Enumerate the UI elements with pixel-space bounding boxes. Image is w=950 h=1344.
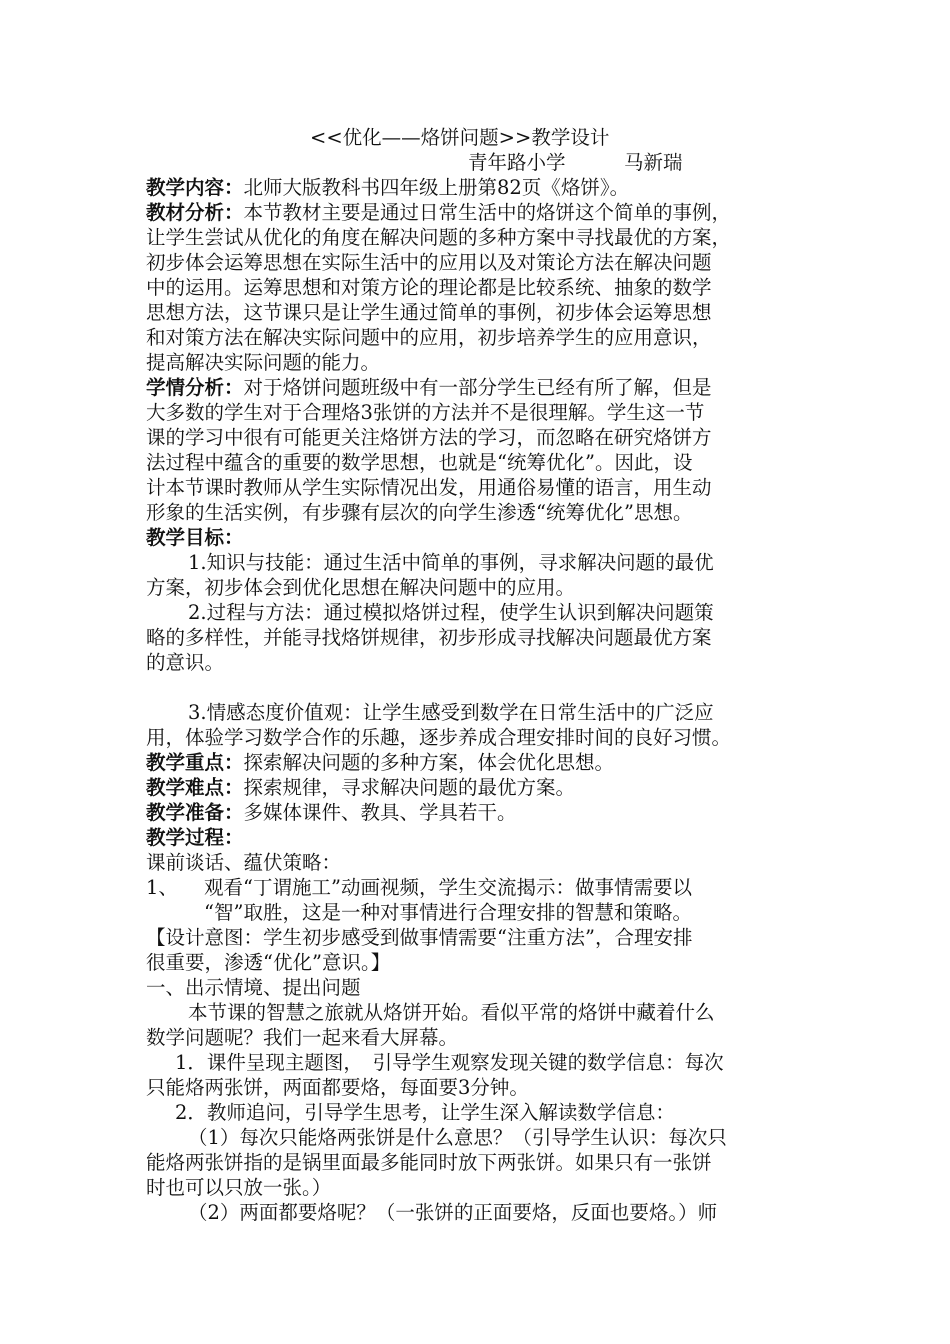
students-line-1 bbox=[146, 376, 712, 401]
prep-paragraph bbox=[146, 801, 517, 826]
section-1-heading: 一、出示情境、提出问题 bbox=[146, 976, 361, 999]
material-line-5: 思想方法，这节课只是让学生通过简单的事例，初步体会运筹思想 bbox=[146, 301, 712, 324]
prep-label: 教学准备： bbox=[146, 801, 244, 824]
intro-line-1: 本节课的智慧之旅就从烙饼开始。看似平常的烙饼中藏着什么 bbox=[188, 1001, 715, 1024]
intent-line-2: 很重要，渗透“优化”意识。】 bbox=[146, 951, 391, 974]
students-line-4: 法过程中蕴含的重要的数学思想，也就是“统筹优化”。因此，设 bbox=[146, 451, 693, 474]
key-text: 探索解决问题的多种方案，体会优化思想。 bbox=[243, 751, 615, 774]
difficulty-paragraph bbox=[146, 776, 575, 801]
content-text: 北师大版教科书四年级上册第82页《烙饼》。 bbox=[243, 176, 630, 199]
goals-heading: 教学目标： bbox=[146, 526, 244, 549]
question-1-line-2: 能烙两张饼指的是锅里面最多能同时放下两张饼。如果只有一张饼 bbox=[146, 1151, 712, 1174]
students-text: 对于烙饼问题班级中有一部分学生已经有所了解，但是 bbox=[243, 376, 712, 399]
goal-2-line-2: 略的多样性，并能寻找烙饼规律，初步形成寻找解决问题最优方案 bbox=[146, 626, 712, 649]
material-line-4: 中的运用。运筹思想和对策方论的理论都是比较系统、抽象的数学 bbox=[146, 276, 712, 299]
goal-1-line-2: 方案，初步体会到优化思想在解决问题中的应用。 bbox=[146, 576, 576, 599]
question-1-line-1: （1）每次只能烙两张饼是什么意思？（引导学生认识：每次只 bbox=[188, 1126, 727, 1149]
question-1-line-3: 时也可以只放一张。） bbox=[146, 1176, 332, 1199]
step-2-line: 2．教师追问，引导学生思考，让学生深入解读数学信息： bbox=[175, 1101, 675, 1124]
students-line-2: 大多数的学生对于合理烙3张饼的方法并不是很理解。学生这一节 bbox=[146, 401, 705, 424]
goal-3-line-2: 用，体验学习数学合作的乐趣，逐步养成合理安排时间的良好习惯。 bbox=[146, 726, 732, 749]
goal-3-line-1: 3.情感态度价值观：让学生感受到数学在日常生活中的广泛应 bbox=[188, 701, 714, 724]
goal-1-line-1: 1.知识与技能：通过生活中简单的事例，寻求解决问题的最优 bbox=[188, 551, 714, 574]
students-label: 学情分析： bbox=[146, 376, 244, 399]
intent-line-1: 【设计意图：学生初步感受到做事情需要“注重方法”，合理安排 bbox=[146, 926, 693, 949]
material-line-3: 初步体会运筹思想在实际生活中的应用以及对策论方法在解决问题 bbox=[146, 251, 712, 274]
step-1-line-2: 只能烙两张饼，两面都要烙，每面要3分钟。 bbox=[146, 1076, 529, 1099]
document-title: <<优化——烙饼问题>>教学设计 bbox=[310, 126, 610, 149]
key-label: 教学重点： bbox=[146, 751, 244, 774]
material-line-2: 让学生尝试从优化的角度在解决问题的多种方案中寻找最优的方案， bbox=[146, 226, 732, 249]
step-1-line-1: 1．课件呈现主题图， 引导学生观察发现关键的数学信息：每次 bbox=[175, 1051, 724, 1074]
difficulty-text: 探索规律，寻求解决问题的最优方案。 bbox=[243, 776, 576, 799]
pre-class-line: 课前谈话、蕴伏策略： bbox=[146, 851, 342, 874]
material-line-6: 和对策方法在解决实际问题中的应用，初步培养学生的应用意识， bbox=[146, 326, 712, 349]
goal-2-line-3: 的意识。 bbox=[146, 651, 225, 674]
process-heading: 教学过程： bbox=[146, 826, 244, 849]
prep-text: 多媒体课件、教具、学具若干。 bbox=[243, 801, 517, 824]
material-text: 本节教材主要是通过日常生活中的烙饼这个简单的事例， bbox=[243, 201, 732, 224]
students-line-6: 形象的生活实例，有步骤有层次的向学生渗透“统筹优化”思想。 bbox=[146, 501, 693, 524]
content-paragraph bbox=[146, 176, 629, 201]
material-label: 教材分析： bbox=[146, 201, 244, 224]
difficulty-label: 教学难点： bbox=[146, 776, 244, 799]
material-line-1 bbox=[146, 201, 731, 226]
material-line-7: 提高解决实际问题的能力。 bbox=[146, 351, 381, 374]
item-1-line-2: “智”取胜，这是一种对事情进行合理安排的智慧和策略。 bbox=[204, 901, 692, 924]
goal-2-line-1: 2.过程与方法：通过模拟烙饼过程，使学生认识到解决问题策 bbox=[188, 601, 714, 624]
content-label: 教学内容： bbox=[146, 176, 244, 199]
key-paragraph bbox=[146, 751, 614, 776]
author-line: 青年路小学 马新瑞 bbox=[468, 151, 683, 174]
item-1-number: 1、 bbox=[146, 876, 178, 899]
item-1-line-1: 观看“丁谓施工”动画视频，学生交流揭示：做事情需要以 bbox=[204, 876, 692, 899]
students-line-3: 课的学习中很有可能更关注烙饼方法的学习，而忽略在研究烙饼方 bbox=[146, 426, 712, 449]
students-line-5: 计本节课时教师从学生实际情况出发，用通俗易懂的语言，用生动 bbox=[146, 476, 712, 499]
question-2-line: （2）两面都要烙呢？（一张饼的正面要烙，反面也要烙。）师 bbox=[188, 1201, 718, 1224]
intro-line-2: 数学问题呢？我们一起来看大屏幕。 bbox=[146, 1026, 459, 1049]
